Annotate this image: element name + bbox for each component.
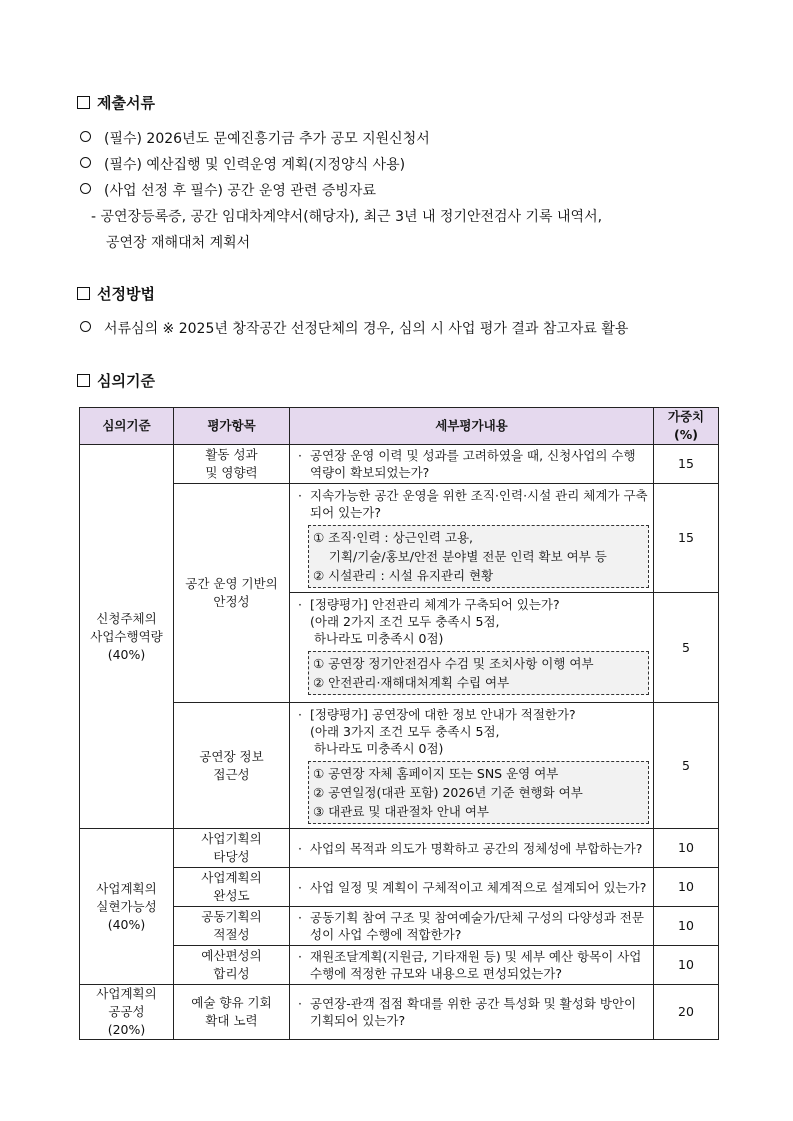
eval-detail: · 사업 일정 및 계획이 구체적이고 체계적으로 설계되어 있는가? — [290, 868, 654, 907]
table-header-row — [80, 408, 719, 445]
list-item: 서류심의 ※ 2025년 창작공간 선정단체의 경우, 심의 시 사업 평가 결과 참고자료 활용 — [80, 318, 628, 338]
section-title-selection: 선정방법 — [77, 283, 155, 304]
eval-item: 공동기획의 적절성 — [174, 907, 290, 946]
eval-weight: 10 — [654, 868, 719, 907]
circle-bullet-icon — [80, 321, 91, 332]
eval-weight: 10 — [654, 907, 719, 946]
table-row — [80, 868, 719, 907]
list-item: (필수) 2026년도 문예진흥기금 추가 공모 지원신청서 — [80, 128, 430, 148]
eval-detail: · 사업의 목적과 의도가 명확하고 공간의 정체성에 부합하는가? — [290, 829, 654, 868]
criteria-table — [79, 407, 719, 1040]
detail-criteria-box: ① 조직·인력 : 상근인력 고용, 기획/기술/홍보/안전 분야별 전문 인력 확보 여부 등 ② 시설관리 : 시설 유지관리 현황 — [308, 525, 649, 588]
eval-weight: 5 — [654, 703, 719, 829]
eval-item: 공간 운영 기반의 안정성 — [174, 484, 290, 703]
table-row — [80, 484, 719, 593]
eval-detail: · [정량평가] 안전관리 체계가 구축되어 있는가? (아래 2가지 조건 모두 충족시 5점, 하나라도 미충족시 0점) ① 공연장 정기안전검사 수검 및 조치사항 이행 여부 ② 안전관리·재해대처계획 수립 여부 — [290, 593, 654, 703]
table-row — [80, 907, 719, 946]
eval-detail: · 지속가능한 공간 운영을 위한 조직·인력·시설 관리 체계가 구축되어 있는가? ① 조직·인력 : 상근인력 고용, 기획/기술/홍보/안전 분야별 전문 인력 확보 여부 등 ② 시설관리 : 시설 유지관리 현황 — [290, 484, 654, 593]
header-weight: 가중치 (%) — [654, 408, 719, 445]
eval-detail: · 공동기획 참여 구조 및 참여예술가/단체 구성의 다양성과 전문성이 사업 수행에 적합한가? — [290, 907, 654, 946]
checkbox-square-icon — [77, 374, 90, 387]
eval-item: 사업기획의 타당성 — [174, 829, 290, 868]
eval-item: 사업계획의 완성도 — [174, 868, 290, 907]
table-row — [80, 829, 719, 868]
detail-criteria-box: ① 공연장 자체 홈페이지 또는 SNS 운영 여부 ② 공연일정(대관 포함) 2026년 기준 현행화 여부 ③ 대관료 및 대관절차 안내 여부 — [308, 761, 649, 824]
criteria-group: 사업계획의 실현가능성 (40%) — [80, 829, 174, 985]
eval-item: 공연장 정보 접근성 — [174, 703, 290, 829]
list-item: (사업 선정 후 필수) 공간 운영 관련 증빙자료 — [80, 180, 376, 200]
detail-criteria-box: ① 공연장 정기안전검사 수검 및 조치사항 이행 여부 ② 안전관리·재해대처계획 수립 여부 — [308, 651, 649, 695]
eval-weight: 5 — [654, 593, 719, 703]
eval-weight: 10 — [654, 829, 719, 868]
sub-list-item-continued: 공연장 재해대처 계획서 — [106, 235, 251, 251]
list-item: (필수) 예산집행 및 인력운영 계획(지정양식 사용) — [80, 154, 405, 174]
table-row — [80, 703, 719, 829]
circle-bullet-icon — [80, 157, 91, 168]
table-row — [80, 985, 719, 1040]
eval-detail: · 공연장-관객 접점 확대를 위한 공간 특성화 및 활성화 방안이 기획되어 있는가? — [290, 985, 654, 1040]
criteria-group: 사업계획의 공공성 (20%) — [80, 985, 174, 1040]
table-row — [80, 946, 719, 985]
eval-detail: · 공연장 운영 이력 및 성과를 고려하였을 때, 신청사업의 수행 역량이 확보되었는가? — [290, 445, 654, 484]
eval-item: 예산편성의 합리성 — [174, 946, 290, 985]
checkbox-square-icon — [77, 287, 90, 300]
circle-bullet-icon — [80, 183, 91, 194]
eval-item: 활동 성과 및 영향력 — [174, 445, 290, 484]
header-detail: 세부평가내용 — [290, 408, 654, 445]
eval-weight: 10 — [654, 946, 719, 985]
sub-list-item: - 공연장등록증, 공간 임대차계약서(해당자), 최근 3년 내 정기안전검사 기록 내역서, — [91, 209, 603, 225]
eval-weight: 15 — [654, 484, 719, 593]
criteria-group: 신청주체의 사업수행역량 (40%) — [80, 445, 174, 829]
eval-detail: · [정량평가] 공연장에 대한 정보 안내가 적절한가? (아래 3가지 조건 모두 충족시 5점, 하나라도 미충족시 0점) ① 공연장 자체 홈페이지 또는 SNS 운영 여부 ② 공연일정(대관 포함) 2026년 기준 현행화 여부 ③ 대관료 및 대관절차 안내 여부 — [290, 703, 654, 829]
section-title-criteria: 심의기준 — [77, 370, 155, 391]
header-criteria: 심의기준 — [80, 408, 174, 445]
header-item: 평가항목 — [174, 408, 290, 445]
eval-weight: 15 — [654, 445, 719, 484]
checkbox-square-icon — [77, 96, 90, 109]
section-title-submission: 제출서류 — [77, 92, 155, 113]
circle-bullet-icon — [80, 131, 91, 142]
eval-weight: 20 — [654, 985, 719, 1040]
eval-item: 예술 향유 기회 확대 노력 — [174, 985, 290, 1040]
eval-detail: · 재원조달계획(지원금, 기타재원 등) 및 세부 예산 항목이 사업 수행에 적정한 규모와 내용으로 편성되었는가? — [290, 946, 654, 985]
table-row — [80, 445, 719, 484]
